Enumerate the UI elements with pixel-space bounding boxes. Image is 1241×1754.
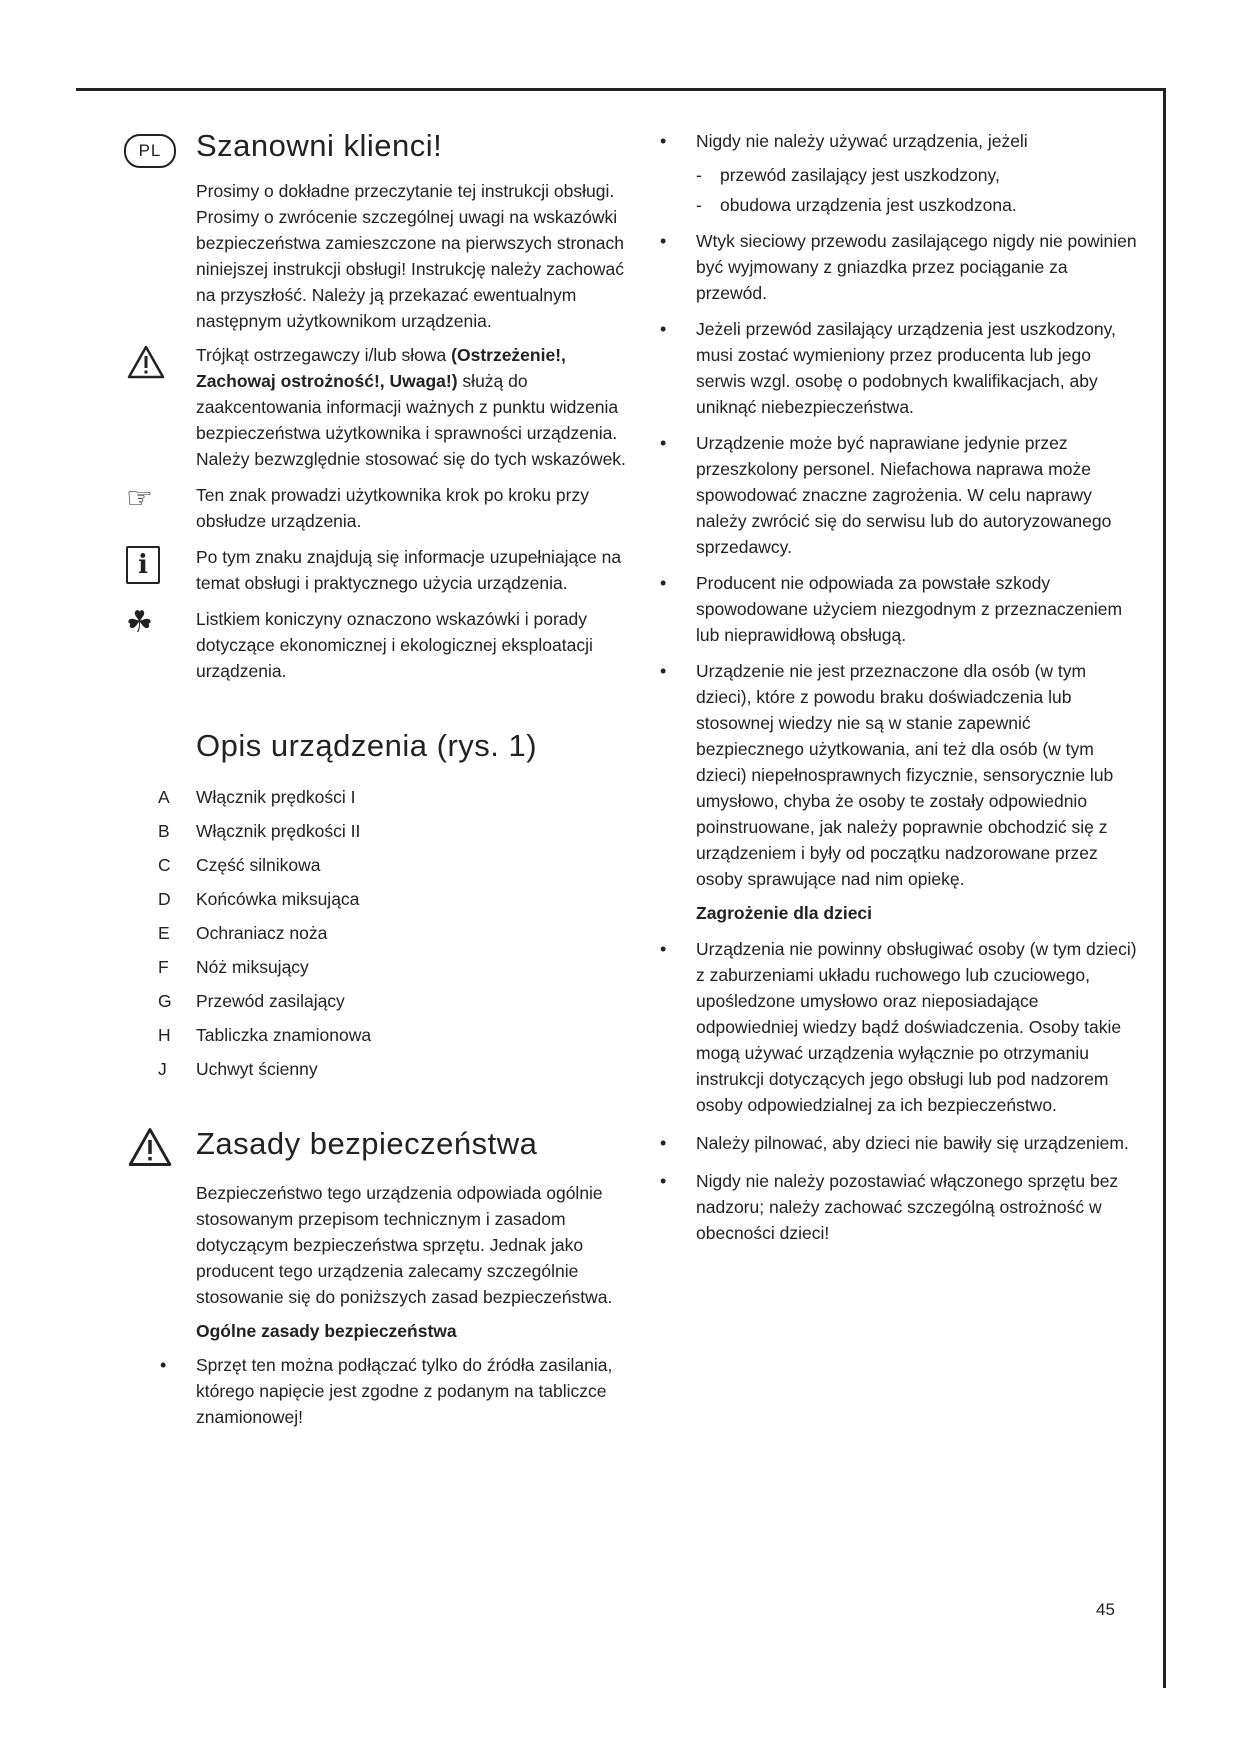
list-item: H Tabliczka znamionowa [158, 1025, 372, 1045]
warning-note [120, 342, 640, 472]
intro-paragraph: Prosimy o dokładne przeczytanie tej instrukcji obsługi. Prosimy o zwrócenie szczególnej uwagi na wskazówki bezpieczeństwa zamieszczone na pierwszych stronach niniejszej instrukcji obsługi! Instrukcję należy zachować na przyszłość. Należy ją przekazać ewentualnym następnym użytkownikom urządzenia. [196, 181, 624, 331]
list-item: • Urządzenia nie powinny obsługiwać osoby (w tym dzieci) z zaburzeniami układu ruchowego lub czuciowego, upośledzone umysłowo oraz nieposiadające odpowiedniej wiedzy bądź doświadczenia. Osoby takie mogą używać urządzenia wyłącznie po otrzymaniu instrukcji dotyczących jego obsługi lub pod nadzorem osoby odpowiedzialnej za ich bezpieczeństwo. [660, 939, 1137, 1115]
list-item: E Ochraniacz noża [158, 923, 328, 943]
page-number: 45 [1096, 1600, 1115, 1619]
right-rule [1163, 88, 1166, 1688]
safety-heading [120, 1122, 640, 1166]
pointing-hand-icon: ☞ [126, 482, 153, 515]
list-item: A Włącznik prędkości I [158, 787, 356, 807]
warning-triangle-icon [126, 344, 166, 385]
list-item: • Urządzenie nie jest przeznaczone dla osób (w tym dzieci), które z powodu braku doświadczenia lub stosownej wiedzy nie są w stanie zapewnić bezpiecznego użytkowania, ani też dla osób (w tym dzieci) niepełnosprawnych fizycznie, sensorycznie lub umysłowo, chyba że osoby te zostały odpowiednio poinstruowane, jak należy poprawnie obchodzić się z urządzeniem i były od początku nadzorowane przez osoby sprawujące nad nim opiekę. [660, 661, 1114, 889]
safety-intro: Bezpieczeństwo tego urządzenia odpowiada ogólnie stosowanym przepisom technicznym i zasadom dotyczącym bezpieczeństwa sprzętu. Jednak jako producent tego urządzenia zalecamy szczególnie stosowanie się do poniższych zasad bezpieczeństwa. [196, 1183, 613, 1307]
list-item: G Przewód zasilający [158, 991, 345, 1011]
warning-note-text: Trójkąt ostrzegawczy i/lub słowa (Ostrzeżenie!, Zachowaj ostrożność!, Uwaga!) służą do zaakcentowania informacji ważnych z punktu widzenia bezpieczeństwa użytkownika i sprawności urządzenia. Należy bezwzględnie stosować się do tych wskazówek. [196, 345, 626, 469]
left-column [120, 124, 640, 1430]
language-badge: PL [124, 134, 176, 168]
eco-note [120, 606, 640, 684]
list-item: • Sprzęt ten można podłączać tylko do źródła zasilania, którego napięcie jest zgodne z podanym na tabliczce znamionowej! [160, 1355, 613, 1427]
steps-note-text: Ten znak prowadzi użytkownika krok po kroku przy obsłudze urządzenia. [196, 485, 589, 531]
safety-title: Zasady bezpieczeństwa [196, 1126, 538, 1161]
list-item: D Końcówka miksująca [158, 889, 360, 909]
list-item: F Nóż miksujący [158, 957, 309, 977]
parts-list [120, 780, 640, 1086]
eco-note-text: Listkiem koniczyny oznaczono wskazówki i porady dotyczące ekonomicznej i ekologicznej eksploatacji urządzenia. [196, 609, 593, 681]
general-rules-heading: Ogólne zasady bezpieczeństwa [196, 1321, 457, 1341]
list-item: - przewód zasilający jest uszkodzony, [696, 165, 1000, 185]
list-item: • Urządzenie może być naprawiane jedynie przez przeszkolony personel. Niefachowa naprawa może spowodować znaczne zagrożenia. W celu naprawy należy zwrócić się do serwisu lub do autoryzowanego sprzedawcy. [660, 433, 1112, 557]
page-title: Szanowni klienci! [196, 128, 443, 163]
clover-icon: ☘ [126, 606, 153, 639]
list-item: J Uchwyt ścienny [158, 1059, 318, 1079]
children-danger-heading: Zagrożenie dla dzieci [696, 903, 873, 923]
info-note-text: Po tym znaku znajdują się informacje uzupełniające na temat obsługi i praktycznego użycia urządzenia. [196, 547, 622, 593]
greeting-heading [120, 124, 640, 168]
list-item: • Nigdy nie należy używać urządzenia, jeżeli [660, 131, 1028, 151]
list-item: • Wtyk sieciowy przewodu zasilającego nigdy nie powinien być wyjmowany z gniazdka przez pociąganie za przewód. [660, 231, 1137, 303]
list-item: C Część silnikowa [158, 855, 321, 875]
steps-note [120, 482, 640, 534]
description-title: Opis urządzenia (rys. 1) [196, 728, 538, 763]
list-item: - obudowa urządzenia jest uszkodzona. [696, 195, 1017, 215]
list-item: • Należy pilnować, aby dzieci nie bawiły się urządzeniem. [660, 1133, 1129, 1153]
warning-triangle-icon [126, 1126, 174, 1173]
info-icon: i [126, 546, 160, 584]
list-item: • Jeżeli przewód zasilający urządzenia jest uszkodzony, musi zostać wymieniony przez producenta lub jego serwis wzgl. osobę o podobnych kwalifikacjach, aby uniknąć niebezpieczeństwa. [660, 319, 1116, 417]
list-item: • Nigdy nie należy pozostawiać włączonego sprzętu bez nadzoru; należy zachować szczególną ostrożność w obecności dzieci! [660, 1171, 1119, 1243]
list-item: • Producent nie odpowiada za powstałe szkody spowodowane użyciem niezgodnym z przeznaczeniem lub nieprawidłową obsługą. [660, 573, 1123, 645]
list-item: B Włącznik prędkości II [158, 821, 361, 841]
right-column [660, 124, 1140, 1246]
info-note [120, 544, 640, 596]
top-rule [76, 88, 1166, 91]
